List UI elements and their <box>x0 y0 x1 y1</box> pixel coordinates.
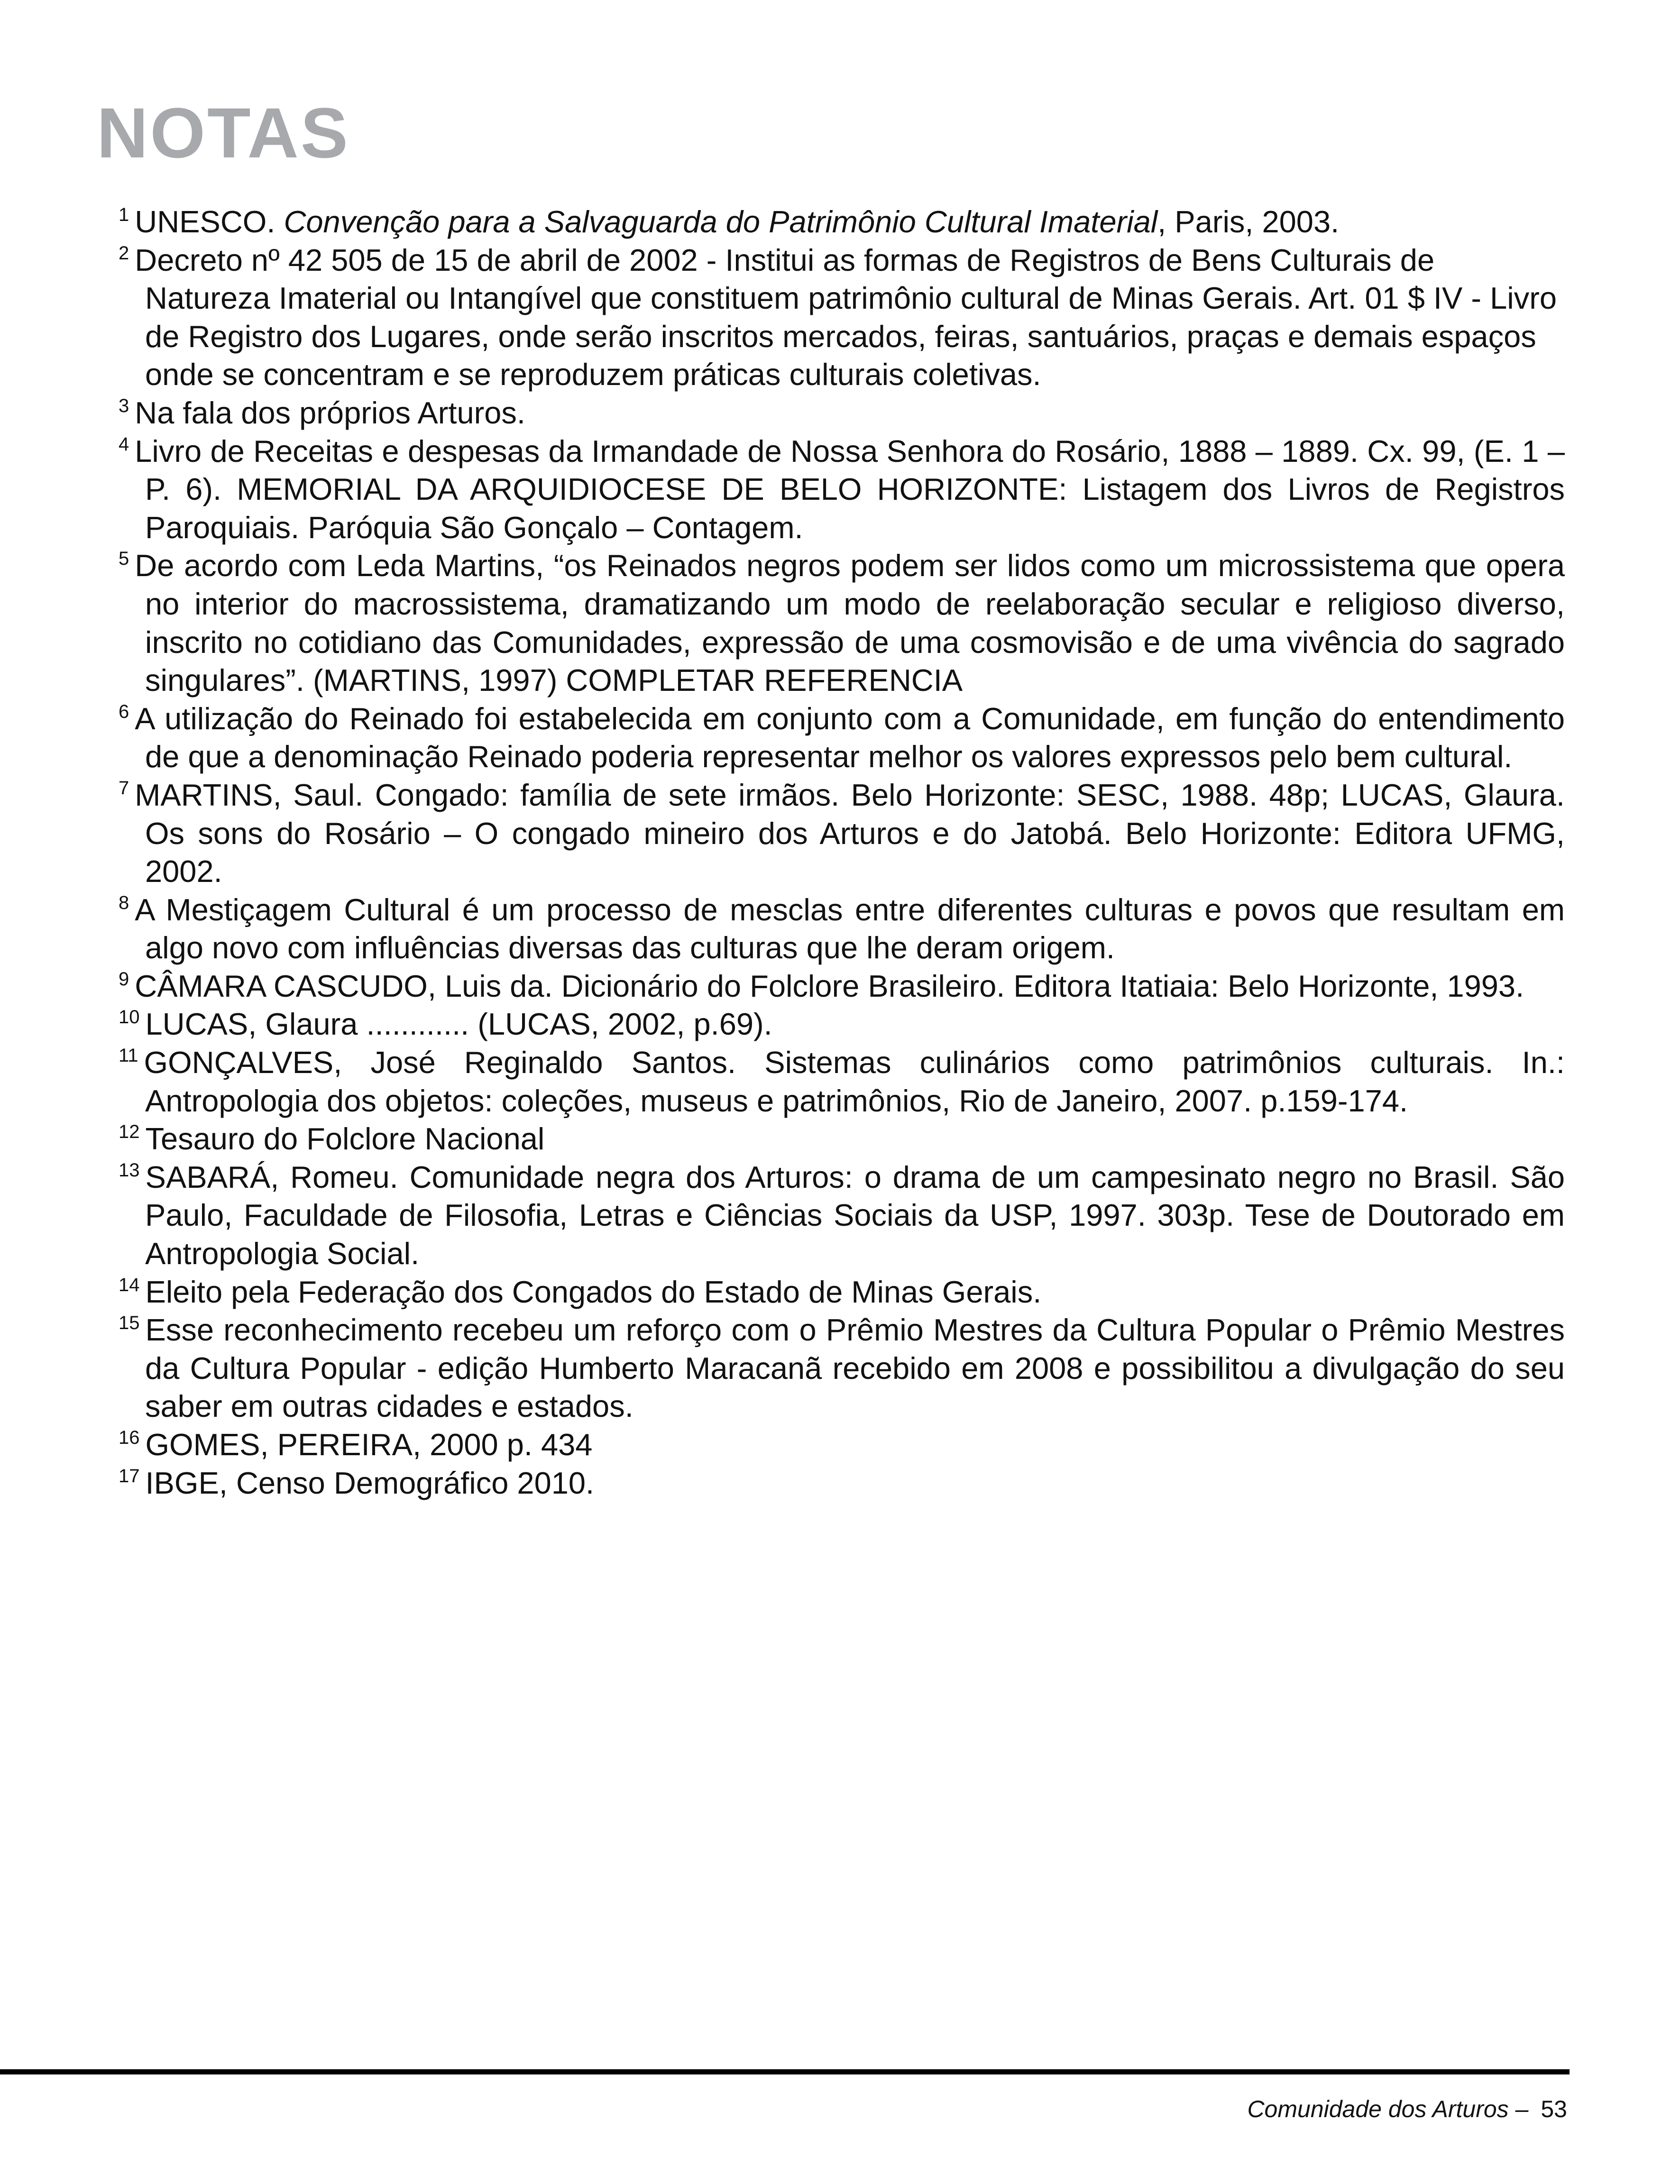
note-text: MARTINS, Saul. Congado: família de sete irmãos. Belo Horizonte: SESC, 1988. 48p; LUCAS, Glaura. Os sons do Rosário – O congado mineiro dos Arturos e do Jatobá. Belo Horizonte: Editora UFMG, 2002. <box>135 777 1565 889</box>
note-text: Tesauro do Folclore Nacional <box>145 1121 545 1156</box>
notes-list <box>119 203 1565 1502</box>
note-8: 8 A Mestiçagem Cultural é um processo de mesclas entre diferentes culturas e povos que resultam em algo novo com influências diversas das culturas que lhe deram origem. <box>119 892 1565 965</box>
note-text: A utilização do Reinado foi estabelecida em conjunto com a Comunidade, em função do entendimento de que a denominação Reinado poderia representar melhor os valores expressos pelo bem cultural. <box>135 701 1565 774</box>
note-text: LUCAS, Glaura ............ (LUCAS, 2002, p.69). <box>145 1007 772 1042</box>
note-title: Convenção para a Salvaguarda do Patrimônio Cultural Imaterial <box>284 204 1158 239</box>
note-6: 6 A utilização do Reinado foi estabelecida em conjunto com a Comunidade, em função do entendimento de que a denominação Reinado poderia representar melhor os valores expressos pelo bem cultural. <box>119 701 1565 774</box>
note-text: Na fala dos próprios Arturos. <box>135 395 525 430</box>
note-16: 16 GOMES, PEREIRA, 2000 p. 434 <box>119 1427 593 1462</box>
note-text: SABARÁ, Romeu. Comunidade negra dos Arturos: o drama de um campesinato negro no Brasil. São Paulo, Faculdade de Filosofia, Letras e Ciências Sociais da USP, 1997. 303p. Tese de Doutorado em Antropologia Social. <box>145 1159 1565 1271</box>
footer-rule <box>0 2069 1570 2074</box>
note-13: 13 SABARÁ, Romeu. Comunidade negra dos Arturos: o drama de um campesinato negro no Brasil. São Paulo, Faculdade de Filosofia, Letras e Ciências Sociais da USP, 1997. 303p. Tese de Doutorado em Antropologia Social. <box>119 1159 1565 1271</box>
note-text: UNESCO. <box>135 204 284 239</box>
note-5: 5 De acordo com Leda Martins, “os Reinados negros podem ser lidos como um microssistema que opera no interior do macrossistema, dramatizando um modo de reelaboração secular e religioso diverso, inscrito no cotidiano das Comunidades, expressão de uma cosmovisão e de uma vivência do sagrado singulares”. (MARTINS, 1997) COMPLETAR REFERENCIA <box>119 548 1565 698</box>
note-10: 10 LUCAS, Glaura ............ (LUCAS, 2002, p.69). <box>119 1007 772 1042</box>
note-17: 17 IBGE, Censo Demográfico 2010. <box>119 1465 595 1500</box>
page-title: NOTAS <box>97 93 350 173</box>
note-11: 11 GONÇALVES, José Reginaldo Santos. Sistemas culinários como patrimônios culturais. In.: Antropologia dos objetos: coleções, museus e patrimônios, Rio de Janeiro, 2007. p.159-174. <box>119 1045 1565 1118</box>
note-text: GONÇALVES, José Reginaldo Santos. Sistemas culinários como patrimônios culturais. In.: Antropologia dos objetos: coleções, museus e patrimônios, Rio de Janeiro, 2007. p.159-174. <box>144 1045 1565 1118</box>
note-4: 4 Livro de Receitas e despesas da Irmandade de Nossa Senhora do Rosário, 1888 – 1889. Cx. 99, (E. 1 – P. 6). MEMORIAL DA ARQUIDIOCESE DE BELO HORIZONTE: Listagem dos Livros de Registros Paroquiais. Paróquia São Gonçalo – Contagem. <box>119 433 1565 545</box>
note-text: Eleito pela Federação dos Congados do Estado de Minas Gerais. <box>145 1274 1042 1309</box>
page-footer <box>1247 2095 1567 2123</box>
note-text: Decreto nº 42 505 de 15 de abril de 2002 - Institui as formas de Registros de Bens Culturais de Natureza Imaterial ou Intangível que constituem patrimônio cultural de Minas Gerais. Art. 01 $ IV - Livro de Registro dos Lugares, onde serão inscritos mercados, feiras, santuários, praças e demais espaços onde se concentram e se reproduzem práticas culturais coletivas. <box>135 242 1557 392</box>
note-14: 14 Eleito pela Federação dos Congados do Estado de Minas Gerais. <box>119 1274 1042 1309</box>
note-15: 15 Esse reconhecimento recebeu um reforço com o Prêmio Mestres da Cultura Popular o Prêmio Mestres da Cultura Popular - edição Humberto Maracanã recebido em 2008 e possibilitou a divulgação do seu saber em outras cidades e estados. <box>119 1312 1565 1424</box>
note-text: A Mestiçagem Cultural é um processo de mesclas entre diferentes culturas e povos que resultam em algo novo com influências diversas das culturas que lhe deram origem. <box>135 892 1565 965</box>
footer-title: Comunidade dos Arturos – <box>1247 2096 1529 2122</box>
note-text: De acordo com Leda Martins, “os Reinados negros podem ser lidos como um microssistema que opera no interior do macrossistema, dramatizando um modo de reelaboração secular e religioso diverso, inscrito no cotidiano das Comunidades, expressão de uma cosmovisão e de uma vivência do sagrado singulares”. (MARTINS, 1997) COMPLETAR REFERENCIA <box>135 548 1565 698</box>
note-text: CÂMARA CASCUDO, Luis da. Dicionário do Folclore Brasileiro. Editora Itatiaia: Belo Horizonte, 1993. <box>135 968 1524 1003</box>
note-text: Esse reconhecimento recebeu um reforço com o Prêmio Mestres da Cultura Popular o Prêmio Mestres da Cultura Popular - edição Humberto Maracanã recebido em 2008 e possibilitou a divulgação do seu saber em outras cidades e estados. <box>145 1312 1565 1424</box>
note-text: IBGE, Censo Demográfico 2010. <box>145 1465 595 1500</box>
note-text: Livro de Receitas e despesas da Irmandade de Nossa Senhora do Rosário, 1888 – 1889. Cx. 99, (E. 1 – P. 6). MEMORIAL DA ARQUIDIOCESE DE BELO HORIZONTE: Listagem dos Livros de Registros Paroquiais. Paróquia São Gonçalo – Contagem. <box>135 433 1565 545</box>
note-7: 7 MARTINS, Saul. Congado: família de sete irmãos. Belo Horizonte: SESC, 1988. 48p; LUCAS, Glaura. Os sons do Rosário – O congado mineiro dos Arturos e do Jatobá. Belo Horizonte: Editora UFMG, 2002. <box>119 777 1565 889</box>
note-3: 3 Na fala dos próprios Arturos. <box>119 395 525 430</box>
note-9: 9 CÂMARA CASCUDO, Luis da. Dicionário do Folclore Brasileiro. Editora Itatiaia: Belo Horizonte, 1993. <box>119 968 1524 1003</box>
note-12: 12 Tesauro do Folclore Nacional <box>119 1121 545 1156</box>
note-2: 2 Decreto nº 42 505 de 15 de abril de 2002 - Institui as formas de Registros de Bens Culturais de Natureza Imaterial ou Intangível que constituem patrimônio cultural de Minas Gerais. Art. 01 $ IV - Livro de Registro dos Lugares, onde serão inscritos mercados, feiras, santuários, praças e demais espaços onde se concentram e se reproduzem práticas culturais coletivas. <box>119 242 1557 392</box>
note-text: , Paris, 2003. <box>1157 204 1340 239</box>
note-1: 1 UNESCO. Convenção para a Salvaguarda do Patrimônio Cultural Imaterial, Paris, 2003. <box>119 204 1340 239</box>
note-text: GOMES, PEREIRA, 2000 p. 434 <box>145 1427 593 1462</box>
page-number: 53 <box>1541 2096 1567 2122</box>
